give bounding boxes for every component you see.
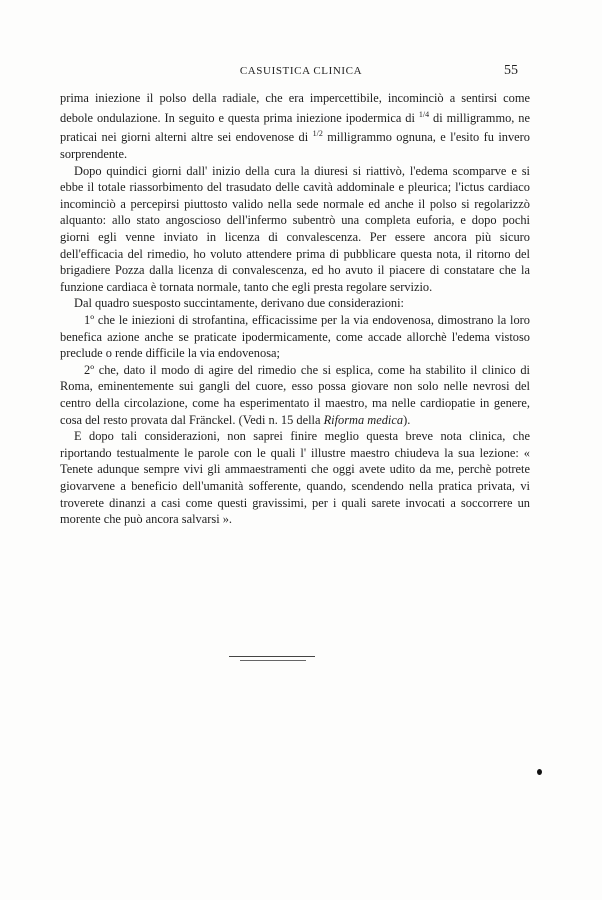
paragraph-1-text-b: di milligrammo, ne praticai nei giorni alterni altre sei endovenose di — [60, 110, 530, 145]
paragraph-3: Dal quadro suesposto succintamente, derivano due considerazioni: — [74, 296, 404, 311]
fraction-quarter: 1/4 — [418, 109, 430, 119]
closing-rule — [229, 656, 315, 657]
consideration-2-end: ). — [403, 412, 411, 427]
paragraph-6: E dopo tali considerazioni, non saprei finire meglio questa breve nota clinica, che riportando testualmente le parole con le quali l' illustre maestro chiudeva la sua lezione: « Tenete adunque sempre vivi gli ammaestramenti che oggi avete udito da me, perchè potrete giovarvene a beneficio dell'umanità sofferente, quando, scendendo nella pratica privata, vi troverete dinanzi a casi come questi gravissimi, per i quali sarete invocati a soccorrere un morente che può ancora salvarsi ». — [60, 429, 530, 527]
running-header: CASUISTICA CLINICA — [239, 65, 363, 77]
page-number: 55 — [504, 63, 518, 78]
consideration-2-text: 2º che, dato il modo di agire del rimedio che si esplica, come ha stabilito il clinico di Roma, eminentemente sui gangli del cuore, esso possa giovare non solo nelle nevrosi del centro della circolazione, come ha esperimentato il maestro, ma nelle cardiopatie in genere, cosa del resto provata dal Fränckel. (Vedi n. 15 della — [60, 362, 530, 427]
closing-rule-secondary — [240, 660, 306, 661]
paragraph-1-text-c: milligrammo ognuna, e l'esito fu invero sorprendente. — [60, 130, 531, 162]
consideration-2 — [60, 362, 530, 428]
fraction-half: 1/2 — [312, 129, 323, 139]
paragraph-2: Dopo quindici giorni dall' inizio della cura la diuresi si riattivò, l'edema scomparve e si ebbe il totale riassorbimento del trasudato delle cavità addominale e pleurica; l'ictus cardiaco incominciò a percepirsi piuttosto valido nella sede normale ed anche il polso si regolarizzò alquanto: allo stato angoscioso dell'infermo subentrò una completa euforia, e dopo pochi giorni egli venne inviato in licenza di convalescenza. Per essere ancora più sicuro dell'efficacia del rimedio, ho voluto attendere prima di pubblicare questa nota, il ritorno del brigadiere Pozza dalla licenza di convalescenza, ed ho avuto il piacere di constatare che la funzione cardiaca è tornata normale, tanto che egli presta regolare servizio. — [60, 163, 530, 294]
journal-title: Riforma medica — [323, 412, 404, 427]
consideration-1: 1º che le iniezioni di strofantina, efficacissime per la via endovenosa, dimostrano la loro benefica azione anche se praticate ipodermicamente, come accade allorchè l'edema vistoso preclude o rende difficile la via endovenosa; — [60, 312, 530, 361]
body-text — [60, 90, 530, 528]
paragraph-1 — [60, 90, 530, 163]
ink-spot — [537, 769, 542, 775]
paragraph-1-text: prima iniezione il polso della radiale, che era impercettibile, incominciò a sentirsi come debole ondulazione. In seguito e questa prima iniezione ipodermica di — [60, 91, 530, 125]
